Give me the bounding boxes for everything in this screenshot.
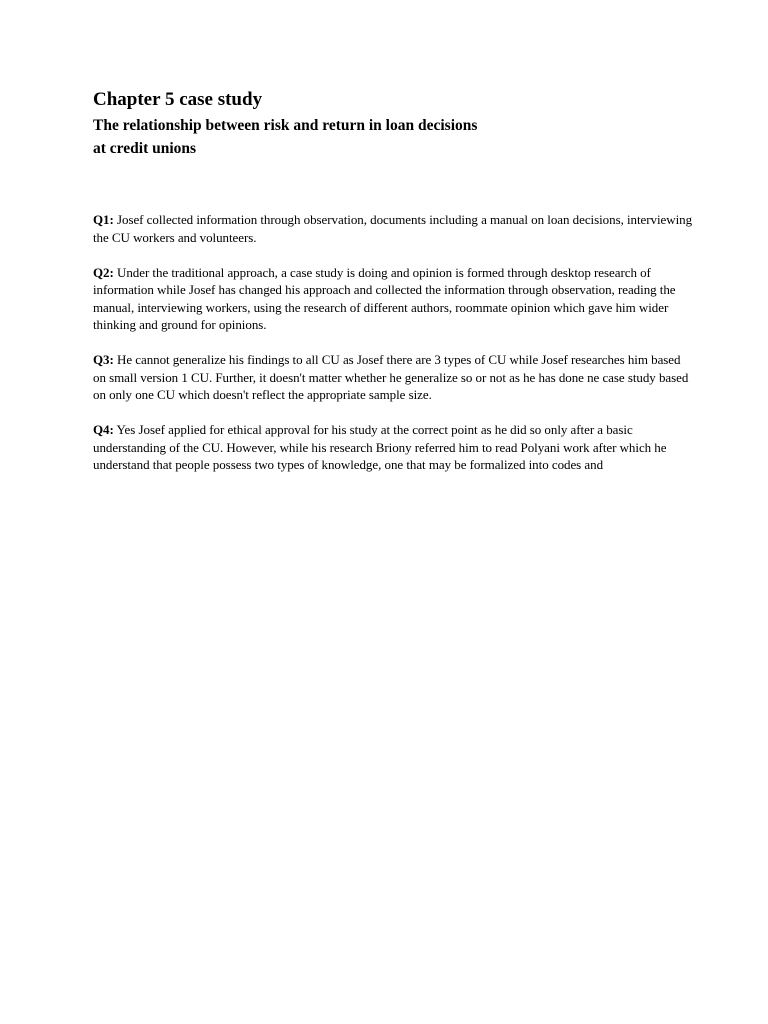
answer-label: Q2: [93,264,114,280]
answers-section [93,211,693,474]
answer-label: Q4: [93,422,114,437]
answer-text: Under the traditional approach, a case study is doing and opinion is formed through desktop research of information while Josef has changed his approach and collected the information through observation, reading the manual, interviewing workers, using the research of different authors, roommate opinion which gave him wider thinking and ground for opinions. [93,264,676,332]
page-subtitle: The relationship between risk and return in loan decisions at credit unions [93,117,478,157]
answer-q4 [93,421,693,474]
answer-q2 [93,264,693,334]
answer-label: Q1: [93,212,114,227]
answer-label: Q3: [93,352,114,367]
answer-q3 [93,351,693,404]
answer-text: He cannot generalize his findings to all CU as Josef there are 3 types of CU while Josef researches him based on small version 1 CU. Further, it doesn't matter whether he generalize so or not as he has done ne case study based on only one CU which doesn't reflect the appropriate sample size. [93,352,689,402]
document-page [93,88,693,491]
answer-text: Josef collected information through observation, documents including a manual on loan decisions, interviewing the CU workers and volunteers. [93,212,693,245]
page-title: Chapter 5 case study [93,89,263,110]
answer-text: Yes Josef applied for ethical approval for his study at the correct point as he did so only after a basic understanding of the CU. However, while his research Briony referred him to read Polyani work after which he understand that people possess two types of knowledge, one that may be formalized into codes and [93,422,667,472]
answer-q1 [93,211,693,246]
